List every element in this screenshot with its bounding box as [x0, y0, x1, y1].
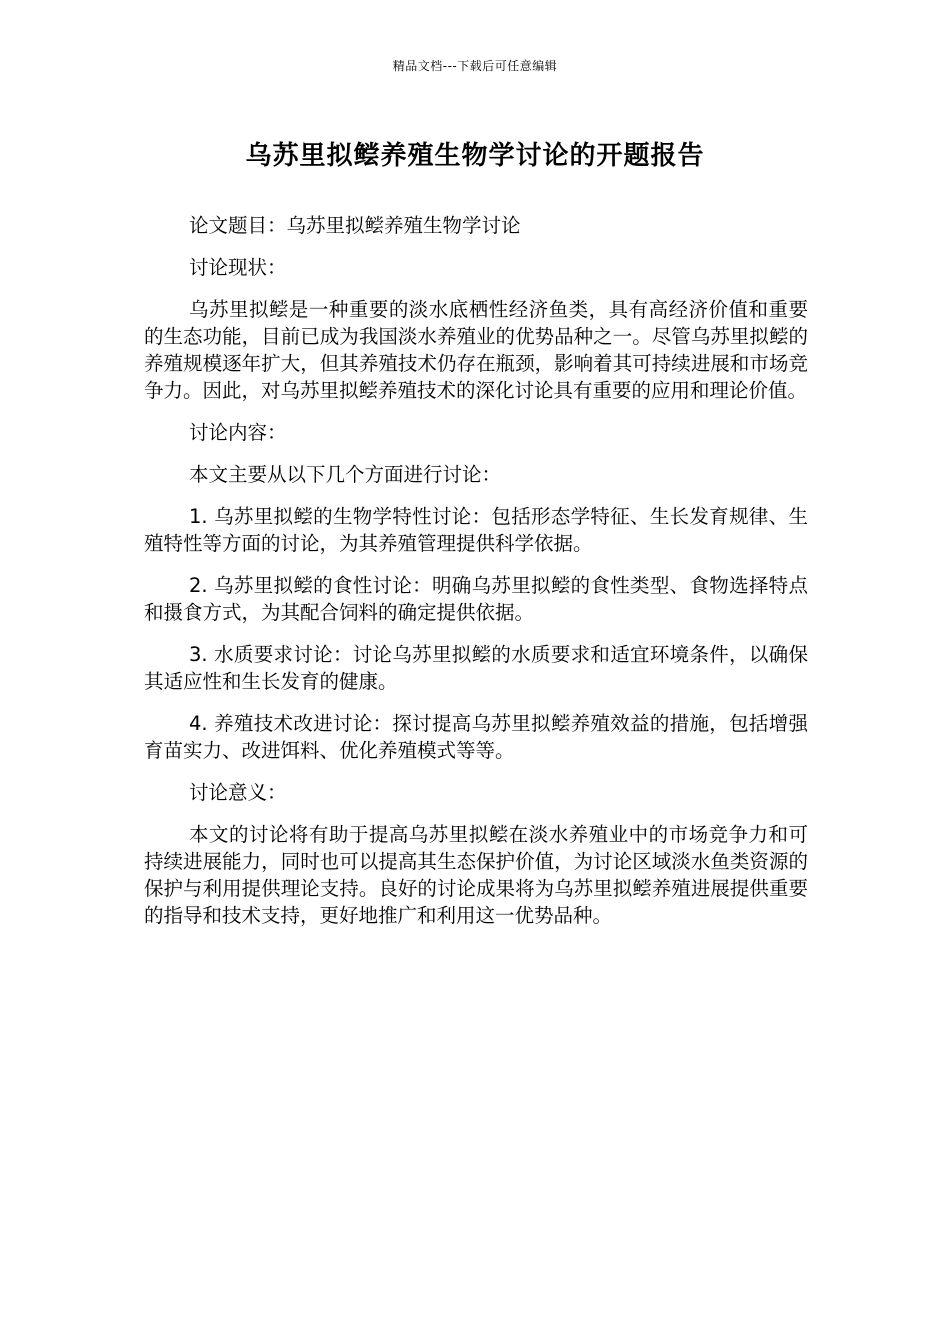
page-header: 精品文档---下载后可任意编辑 — [392, 59, 558, 73]
significance-paragraph: 本文的讨论将有助于提高乌苏里拟鲿在淡水养殖业中的市场竞争力和可持续进展能力，同时也可以提高其生态保护价值，为讨论区域淡水鱼类资源的保护与利用提供理论支持。良好的讨论成果将为乌苏里拟鲿养殖进展提供重要的指导和技术支持，更好地推广和利用这一优势品种。 — [144, 823, 808, 927]
section-heading-significance: 讨论意义： — [189, 781, 287, 804]
section-heading-content: 讨论内容： — [189, 421, 287, 444]
document-title: 乌苏里拟鲿养殖生物学讨论的开题报告 — [245, 141, 705, 171]
paper-topic-line: 论文题目：乌苏里拟鲿养殖生物学讨论 — [189, 214, 521, 237]
content-item-1: 1. 乌苏里拟鲿的生物学特性讨论：包括形态学特征、生长发育规律、生殖特性等方面的讨论，为其养殖管理提供科学依据。 — [144, 505, 808, 555]
content-item-3: 3. 水质要求讨论：讨论乌苏里拟鲿的水质要求和适宜环境条件，以确保其适应性和生长发育的健康。 — [144, 643, 808, 693]
content-item-2: 2. 乌苏里拟鲿的食性讨论：明确乌苏里拟鲿的食性类型、食物选择特点和摄食方式，为其配合饲料的确定提供依据。 — [144, 574, 808, 624]
content-intro: 本文主要从以下几个方面进行讨论： — [189, 463, 502, 486]
status-paragraph: 乌苏里拟鲿是一种重要的淡水底栖性经济鱼类，具有高经济价值和重要的生态功能，目前已成为我国淡水养殖业的优势品种之一。尽管乌苏里拟鲿的养殖规模逐年扩大，但其养殖技术仍存在瓶颈，影响着其可持续进展和市场竞争力。因此，对乌苏里拟鲿养殖技术的深化讨论具有重要的应用和理论价值。 — [144, 298, 808, 402]
document-body — [144, 212, 808, 944]
section-heading-status: 讨论现状： — [189, 256, 287, 279]
content-item-4: 4. 养殖技术改进讨论：探讨提高乌苏里拟鲿养殖效益的措施，包括增强育苗实力、改进饵料、优化养殖模式等等。 — [144, 712, 808, 762]
